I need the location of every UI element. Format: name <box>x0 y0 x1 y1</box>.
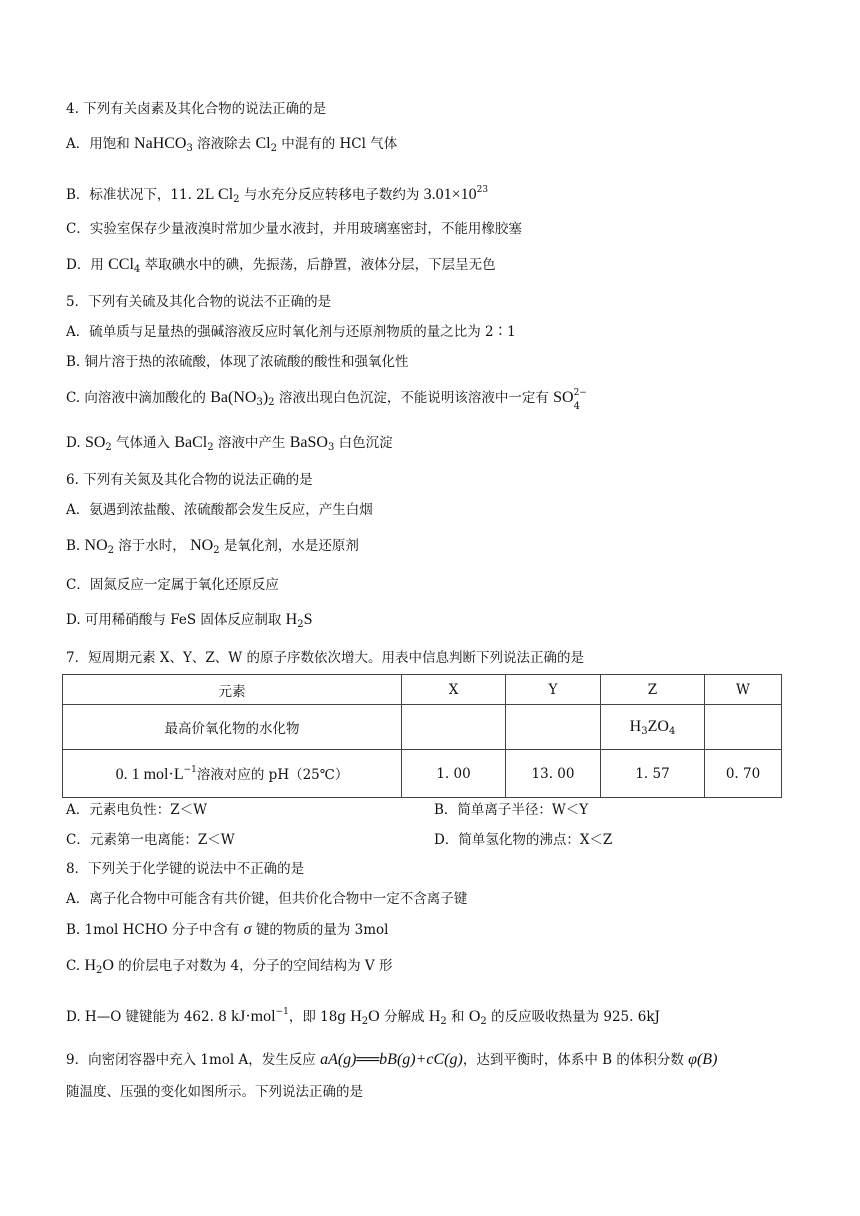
table-header-cell: 元素 <box>63 675 402 705</box>
q8-option-c: C. $H_2O$ 的价层电子对数为 4，分子的空间结构为 V 形 <box>66 957 393 976</box>
table-cell <box>402 705 506 750</box>
q8-stem: 8．下列关于化学键的说法中不正确的是 <box>66 861 305 877</box>
q7-option-b: B．简单离子半径：W＜Y <box>434 802 589 818</box>
q8-option-a: A．离子化合物中可能含有共价键，但共价化合物中一定不含离子键 <box>66 891 468 907</box>
q7-option-c: C．元素第一电离能：Z＜W <box>66 832 235 848</box>
table-header-cell: W <box>705 675 782 705</box>
table-cell: 0. 70 <box>705 750 782 798</box>
table-cell <box>705 705 782 750</box>
table-header-cell: Y <box>506 675 601 705</box>
table-header-row <box>63 675 782 705</box>
q6-option-c: C．固氮反应一定属于氧化还原反应 <box>66 577 279 593</box>
q4-option-a: A．用饱和 NaHCO$_3$ 溶液除去 $Cl_2$ 中混有的 HCl 气体 <box>66 135 398 154</box>
q9-stem-line2: 随温度、压强的变化如图所示。下列说法正确的是 <box>66 1084 363 1100</box>
table-header-cell: Z <box>601 675 705 705</box>
q6-option-d: D. 可用稀硝酸与 FeS 固体反应制取 $H_2S$ <box>66 611 313 630</box>
q6-option-a: A．氨遇到浓盐酸、浓硫酸都会发生反应，产生白烟 <box>66 502 373 518</box>
q5-stem: 5．下列有关硫及其化合物的说法不正确的是 <box>66 294 332 310</box>
table-cell <box>506 705 601 750</box>
table-row <box>63 705 782 750</box>
q5-option-c: C. 向溶液中滴加酸化的 $Ba(NO_3)_2$ 溶液出现白色沉淀，不能说明该溶液中一定有 SO 2− 4 <box>66 387 587 412</box>
q9-stem-line1: 9．向密闭容器中充入 1mol A，发生反应 aA(g)══bB(g)+cC(g)，达到平衡时，体系中 B 的体积分数 φ(B) <box>66 1051 718 1068</box>
q7-option-a: A．元素电负性：Z＜W <box>66 802 208 818</box>
table-cell: 最高价氧化物的水化物 <box>63 705 402 750</box>
q4-stem: 4. 下列有关卤素及其化合物的说法正确的是 <box>66 101 327 117</box>
q7-stem: 7．短周期元素 X、Y、Z、W 的原子序数依次增大。用表中信息判断下列说法正确的是 <box>66 650 584 666</box>
table-cell: $H_3ZO_4$ <box>601 705 705 750</box>
table-cell: 0. 1 $mol\cdot L^{-1}$溶液对应的 pH（25℃） <box>63 750 402 798</box>
q6-option-b: B. $NO_2$ 溶于水时， $NO_2$ 是氧化剂，水是还原剂 <box>66 537 359 556</box>
q4-option-b: B．标准状况下，11. 2L $Cl_2$ 与水充分反应转移电子数约为 $3.01\times 10^{23}$ <box>66 185 489 205</box>
table-cell: 1. 57 <box>601 750 705 798</box>
q7-option-d: D．简单氢化物的沸点：X＜Z <box>434 832 613 848</box>
table-cell: 13. 00 <box>506 750 601 798</box>
q6-stem: 6. 下列有关氮及其化合物的说法正确的是 <box>66 472 313 488</box>
table-row <box>63 750 782 798</box>
q4-option-c: C．实验室保存少量液溴时常加少量水液封，并用玻璃塞密封，不能用橡胶塞 <box>66 221 522 237</box>
q8-option-d: D. H—O 键键能为 462. 8 kJ·mol$^{-1}$，即 18g $H_2O$ 分解成 $H_2$ 和 $O_2$ 的反应吸收热量为 925. 6kJ <box>66 1007 660 1027</box>
table-header-cell: X <box>402 675 506 705</box>
table-cell: 1. 00 <box>402 750 506 798</box>
q8-option-b: B. 1mol HCHO 分子中含有 σ 键的物质的量为 3mol <box>66 921 389 938</box>
q5-option-d: D. $SO_2$ 气体通入 BaCl$_2$ 溶液中产生 BaSO$_3$ 白色沉淀 <box>66 434 393 453</box>
element-table <box>62 674 782 798</box>
q4-option-d: D．用 CCl$_4$ 萃取碘水中的碘，先振荡，后静置，液体分层，下层呈无色 <box>66 256 496 275</box>
q5-option-b: B. 铜片溶于热的浓硫酸，体现了浓硫酸的酸性和强氧化性 <box>66 354 409 370</box>
q5-option-a: A．硫单质与足量热的强碱溶液反应时氧化剂与还原剂物质的量之比为 2∶1 <box>66 324 516 340</box>
